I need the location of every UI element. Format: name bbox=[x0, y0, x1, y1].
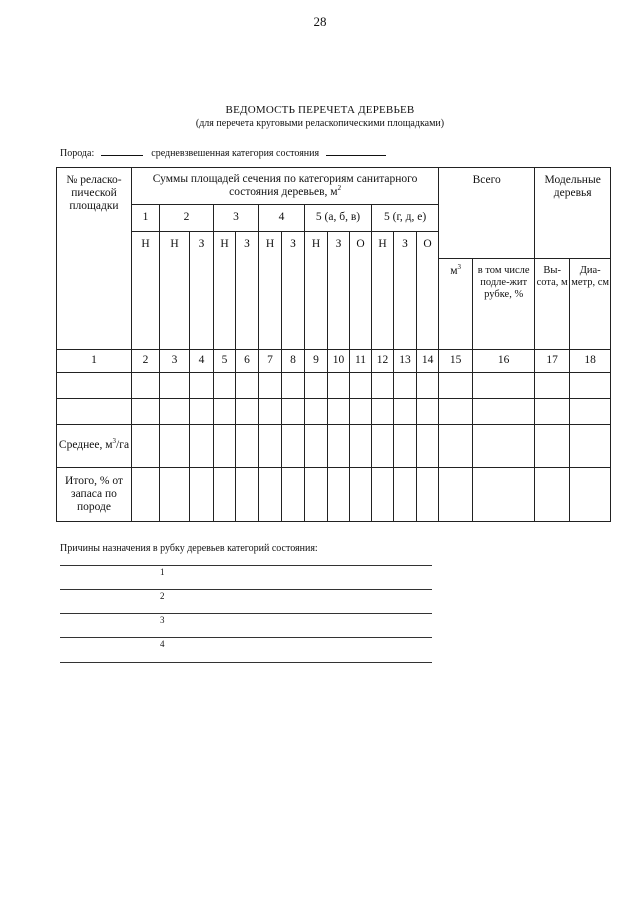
column-number: 13 bbox=[394, 350, 417, 373]
reason-line bbox=[60, 565, 432, 566]
category-label: средневзвешенная категория состояния bbox=[151, 148, 320, 159]
sub-letter-header: З bbox=[394, 232, 417, 350]
column-number: 2 bbox=[132, 350, 160, 373]
empty-data-row bbox=[57, 373, 611, 399]
header-model-height: Вы-сота, м bbox=[535, 259, 570, 350]
reason-line bbox=[60, 589, 432, 590]
category-header: 4 bbox=[259, 205, 305, 232]
species-line bbox=[60, 146, 386, 159]
average-row bbox=[57, 425, 611, 468]
column-number: 5 bbox=[214, 350, 236, 373]
reason-line bbox=[60, 613, 432, 614]
species-blank bbox=[101, 146, 143, 156]
sub-letter-header: Н bbox=[214, 232, 236, 350]
sub-letter-header: Н bbox=[305, 232, 328, 350]
column-number: 7 bbox=[259, 350, 282, 373]
header-model-trees: Модельные деревья bbox=[535, 168, 611, 259]
sub-letter-header: Н bbox=[132, 232, 160, 350]
column-number: 18 bbox=[570, 350, 611, 373]
sub-letter-header: Н bbox=[160, 232, 190, 350]
sub-letter-header: Н bbox=[259, 232, 282, 350]
category-header: 1 bbox=[132, 205, 160, 232]
column-number: 14 bbox=[417, 350, 439, 373]
reason-number: 4 bbox=[160, 639, 165, 649]
reason-line bbox=[60, 637, 432, 638]
sub-letter-header: З bbox=[282, 232, 305, 350]
reason-number: 2 bbox=[160, 591, 165, 601]
species-label: Порода: bbox=[60, 148, 95, 159]
column-number: 10 bbox=[328, 350, 350, 373]
column-number: 9 bbox=[305, 350, 328, 373]
category-blank bbox=[326, 146, 386, 156]
header-model-diameter: Диа-метр, см bbox=[570, 259, 611, 350]
page-subtitle: (для перечета круговыми реласкопическими площадками) bbox=[195, 118, 445, 129]
column-number-row bbox=[57, 350, 611, 373]
sub-letter-header: О bbox=[350, 232, 372, 350]
empty-data-row bbox=[57, 399, 611, 425]
column-number: 12 bbox=[372, 350, 394, 373]
reason-number: 3 bbox=[160, 615, 165, 625]
column-number: 11 bbox=[350, 350, 372, 373]
column-number: 17 bbox=[535, 350, 570, 373]
sub-letter-header: О bbox=[417, 232, 439, 350]
page-number: 28 bbox=[313, 14, 327, 29]
column-number: 16 bbox=[473, 350, 535, 373]
category-header: 5 (г, д, е) bbox=[372, 205, 439, 232]
average-label: Среднее, $м^3/га$ bbox=[57, 425, 132, 468]
column-number: 8 bbox=[282, 350, 305, 373]
header-total-m3: $м^3$ bbox=[439, 259, 473, 350]
category-header: 2 bbox=[160, 205, 214, 232]
header-basal-area-sums: Суммы площадей сечения по категориям санитарного состояния деревьев, $м^2$ bbox=[132, 168, 439, 205]
column-number: 4 bbox=[190, 350, 214, 373]
reason-number: 1 bbox=[160, 567, 165, 577]
header-total: Всего bbox=[439, 168, 535, 259]
sub-letter-header: З bbox=[190, 232, 214, 350]
column-number: 15 bbox=[439, 350, 473, 373]
column-number: 6 bbox=[236, 350, 259, 373]
reason-line bbox=[60, 662, 432, 663]
header-plot-number: № реласко-пической площадки bbox=[57, 168, 132, 350]
header-felling-percent: в том числе подле-жит рубке, % bbox=[473, 259, 535, 350]
column-number: 1 bbox=[57, 350, 132, 373]
page-title: ВЕДОМОСТЬ ПЕРЕЧЕТА ДЕРЕВЬЕВ bbox=[225, 104, 415, 116]
total-row bbox=[57, 468, 611, 522]
reasons-title: Причины назначения в рубку деревьев категорий состояния: bbox=[60, 543, 318, 554]
category-header: 3 bbox=[214, 205, 259, 232]
sub-letter-header: З bbox=[236, 232, 259, 350]
sub-letter-header: Н bbox=[372, 232, 394, 350]
column-number: 3 bbox=[160, 350, 190, 373]
category-header: 5 (а, б, в) bbox=[305, 205, 372, 232]
sub-letter-header: З bbox=[328, 232, 350, 350]
total-label: Итого, % от запаса по породе bbox=[57, 468, 132, 522]
tally-table bbox=[56, 167, 611, 522]
